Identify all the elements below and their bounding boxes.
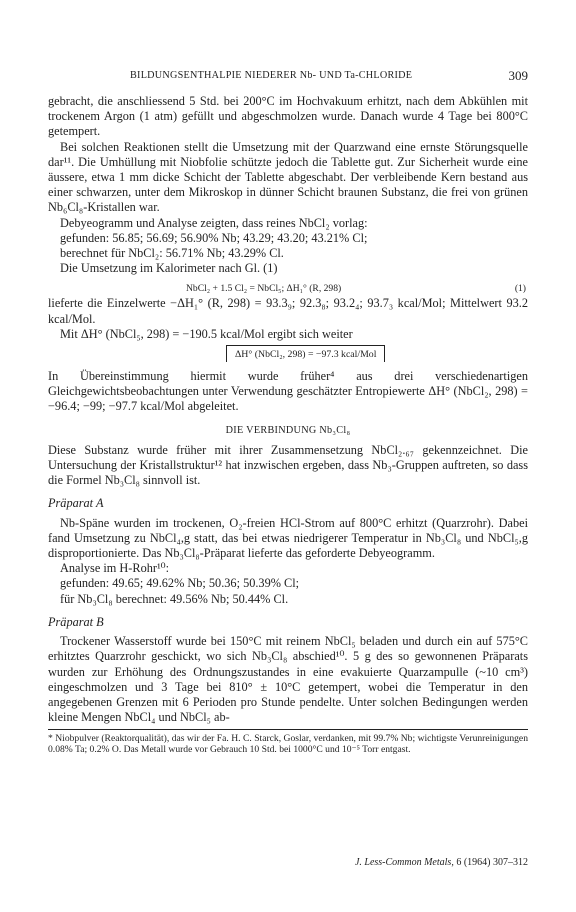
journal-name: J. Less-Common Metals,: [354, 857, 454, 868]
paragraph: In Übereinstimmung hiermit wurde früher⁴ aus drei verschiedenartigen Gleichgewichtsbeobachtungen unter Verwendung geschätzter Entropiewerte ΔH° (NbCl₂, 298) = −96.4; −99; −97.7 kcal/Mol abgeleitet.: [48, 369, 528, 414]
equation-1: [48, 279, 528, 294]
page-number: 309: [508, 68, 528, 83]
paragraph: Diese Substanz wurde früher mit ihrer Zusammensetzung NbCl₂.₆₇ gekennzeichnet. Die Untersuchung der Kristallstruktur¹² hat inzwischen ergeben, dass Nb₃-Gruppen auftreten, so dass die Formel Nb₃Cl₈ sinnvoll ist.: [48, 442, 528, 488]
text-line: berechnet für NbCl₂: 56.71% Nb; 43.29% Cl.: [60, 246, 284, 261]
article-body: [48, 94, 528, 755]
section-heading: DIE VERBINDUNG Nb₃Cl₈: [225, 424, 351, 436]
running-header: [48, 70, 528, 86]
footnote-divider: [48, 729, 528, 730]
paragraph: gebracht, die anschliessend 5 Std. bei 200°C im Hochvakuum erhitzt, nach dem Abkühlen mit trockenem Argon (1 atm) gefüllt und abgeschmolzen wurde. Danach wurde 4 Tage bei 800°C getempert.: [48, 94, 528, 139]
equation-text: NbCl₂ + 1.5 Cl₂ = NbCl₅; ΔH₁° (R, 298): [186, 283, 342, 295]
subsection-heading: Präparat B: [48, 614, 104, 629]
text-line: gefunden: 49.65; 49.62% Nb; 50.36; 50.39% Cl;: [60, 576, 300, 591]
journal-citation: [355, 857, 528, 868]
boxed-result: [48, 345, 528, 365]
paragraph: Bei solchen Reaktionen stellt die Umsetzung mit der Quarzwand eine ernste Störungsquelle dar¹¹. Die Umhüllung mit Niobfolie schützte jedoch die Tablette gut. Zur Sicherheit wurde eine äussere, etwa 1 mm dicke Schicht der Tablette abgeschabt. Der verbleibende Kern bestand aus einer schwarzen, unter dem Mikroskop in dünner Schicht braunen Substanz, die frei von grünen Nb₆Cl₈-Kristallen war.: [48, 139, 528, 215]
text-line: für Nb₃Cl₈ berechnet: 49.56% Nb; 50.44% Cl.: [60, 591, 289, 606]
text-line: Mit ΔH° (NbCl₅, 298) = −190.5 kcal/Mol ergibt sich weiter: [60, 326, 353, 341]
journal-volume: 6 (1964) 307–312: [456, 857, 528, 868]
text-line: Analyse im H-Rohr¹⁰:: [60, 561, 170, 576]
equation-number: (1): [514, 283, 526, 295]
text-line: Die Umsetzung im Kalorimeter nach Gl. (1): [60, 261, 278, 276]
text-line: gefunden: 56.85; 56.69; 56.90% Nb; 43.29; 43.20; 43.21% Cl;: [60, 230, 368, 245]
paragraph: lieferte die Einzelwerte −ΔH₁° (R, 298) = 93.3₉; 92.3₈; 93.2₄; 93.7₃ kcal/Mol; Mittelwert 93.2 kcal/Mol.: [48, 296, 528, 326]
footnote: * Niobpulver (Reaktorqualität), das wir der Fa. H. C. Starck, Goslar, verdanken, mit 99.7% Nb; wichtigste Verunreinigungen 0.08% Ta; 0.2% O. Das Metall wurde vor Gebrauch 10 Std. bei 1000°C und 10⁻⁵ Torr entgast.: [48, 733, 528, 756]
subsection-heading: Präparat A: [48, 496, 104, 511]
paragraph: Nb-Späne wurden im trockenen, O₂-freien HCl-Strom auf 800°C erhitzt (Quarzrohr). Dabei fand Umsetzung zu NbCl₄,g statt, das bei etwas niedrigerer Temperatur in Nb₃Cl₈ und NbCl₅,g disproportionierte. Das Nb₃Cl₈-Präparat lieferte das geforderte Debyeogramm.: [48, 515, 528, 561]
boxed-equation: ΔH° (NbCl₂, 298) = −97.3 kcal/Mol: [226, 345, 385, 362]
paragraph: Trockener Wasserstoff wurde bei 150°C mit reinem NbCl₅ beladen und durch ein auf 575°C erhitztes Quarzrohr geschickt, wo sich Nb₃Cl₈ abschied¹⁰. 5 g des so gewonnenen Präparats wurden zur Erhöhung des Ordnungszustandes in eine evakuierte Quarzampulle (~10 cm³) eingeschmolzen und 3 Tage bei 810° ± 10°C getempert, wobei die Temperatur in den angegebenen Grenzen mit 6 Perioden pro Stunde pendelte. Unter solchen Bedingungen werden kleine Mengen NbCl₄ und NbCl₅ ab-: [48, 634, 528, 725]
running-title: BILDUNGSENTHALPIE NIEDERER Nb- UND Ta-CHLORIDE: [130, 70, 413, 81]
text-line: Debyeogramm und Analyse zeigten, dass reines NbCl₂ vorlag:: [60, 215, 368, 230]
